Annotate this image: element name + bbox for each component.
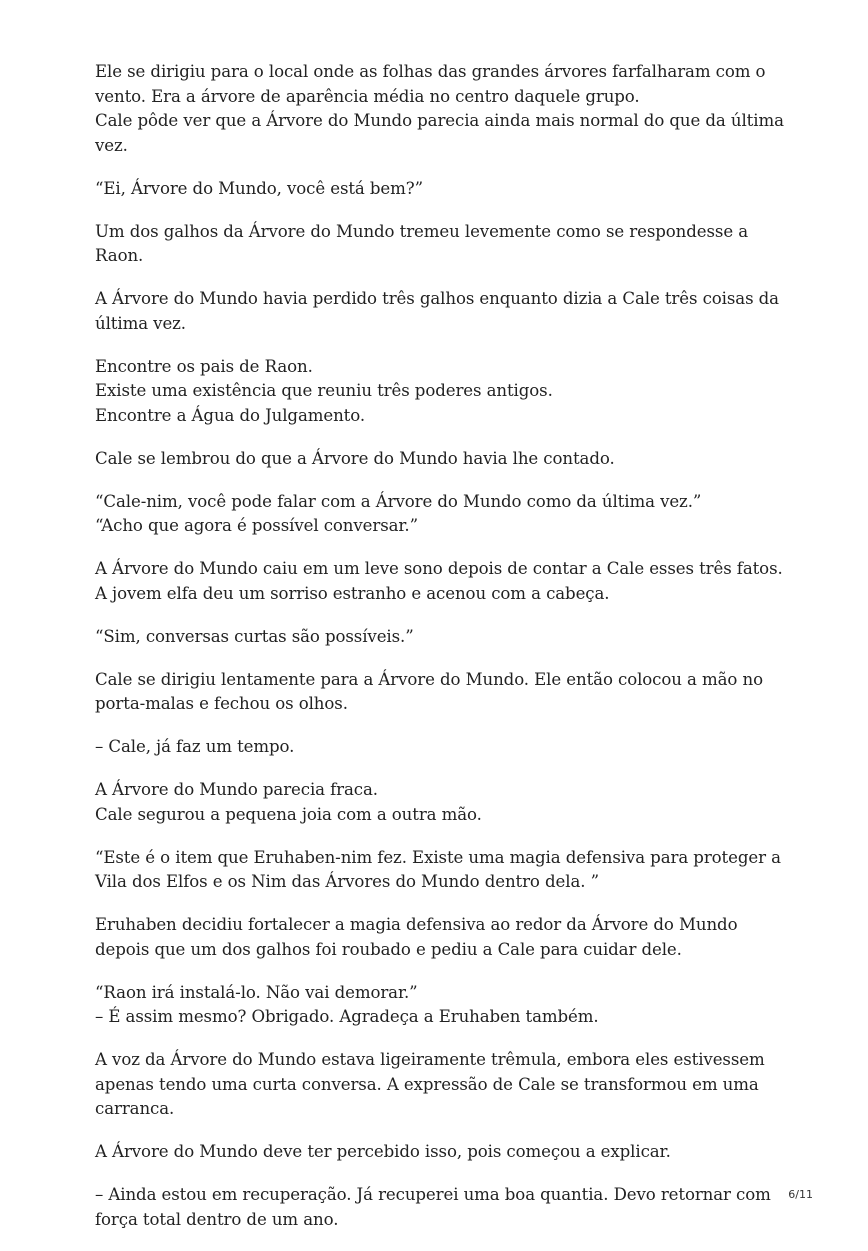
paragraph-11 (95, 735, 795, 760)
text-line: A Árvore do Mundo caiu em um leve sono depois de contar a Cale esses três fatos. A jovem elfa deu um sorriso estranho e acenou com a cabeça. (95, 559, 783, 603)
text-line: Encontre os pais de Raon. (95, 356, 313, 376)
paragraph-14 (95, 913, 795, 962)
paragraph-3 (95, 220, 795, 269)
paragraph-7 (95, 490, 795, 539)
paragraph-8 (95, 557, 795, 606)
text-line: – É assim mesmo? Obrigado. Agradeça a Eruhaben também. (95, 1007, 599, 1026)
text-line: “Sim, conversas curtas são possíveis.” (95, 626, 414, 646)
page-number: 6/11 (788, 1188, 813, 1201)
paragraph-16 (95, 1048, 795, 1122)
paragraph-18 (95, 1183, 795, 1232)
text-line: – Ainda estou em recuperação. Já recuperei uma boa quantia. Devo retornar com força total dentro de um ano. (95, 1185, 771, 1229)
paragraph-5 (95, 355, 795, 429)
paragraph-10 (95, 668, 795, 717)
text-line: Um dos galhos da Árvore do Mundo tremeu levemente como se respondesse a Raon. (95, 221, 749, 265)
text-line: Cale segurou a pequena joia com a outra mão. (95, 804, 482, 824)
text-line: Encontre a Água do Julgamento. (95, 405, 366, 425)
text-line: “Cale-nim, você pode falar com a Árvore do Mundo como da última vez.” (95, 491, 702, 511)
text-line: A Árvore do Mundo parecia fraca. (95, 780, 378, 799)
paragraph-17 (95, 1140, 795, 1165)
text-line: Cale pôde ver que a Árvore do Mundo parecia ainda mais normal do que da última vez. (95, 111, 784, 155)
text-line: “Raon irá instalá-lo. Não vai demorar.” (95, 982, 418, 1002)
text-line: A voz da Árvore do Mundo estava ligeiramente trêmula, embora eles estivessem apenas tendo uma curta conversa. A expressão de Cale se transformou em uma carranca. (95, 1050, 765, 1118)
text-line: A Árvore do Mundo havia perdido três galhos enquanto dizia a Cale três coisas da última vez. (95, 289, 779, 333)
text-line: – Cale, já faz um tempo. (95, 737, 295, 756)
text-line: “Ei, Árvore do Mundo, você está bem?” (95, 178, 423, 198)
text-line: Cale se lembrou do que a Árvore do Mundo havia lhe contado. (95, 448, 615, 468)
paragraph-9 (95, 625, 795, 650)
paragraph-6 (95, 447, 795, 472)
paragraph-12 (95, 778, 795, 827)
document-body (95, 60, 795, 1251)
text-line: Existe uma existência que reuniu três poderes antigos. (95, 381, 553, 400)
text-line: Ele se dirigiu para o local onde as folhas das grandes árvores farfalharam com o vento. Era a árvore de aparência média no centro daquele grupo. (95, 62, 766, 106)
text-line: “Acho que agora é possível conversar.” (95, 516, 418, 535)
text-line: Cale se dirigiu lentamente para a Árvore do Mundo. Ele então colocou a mão no porta-malas e fechou os olhos. (95, 669, 763, 713)
paragraph-15 (95, 981, 795, 1030)
paragraph-4 (95, 287, 795, 336)
text-line: A Árvore do Mundo deve ter percebido isso, pois começou a explicar. (95, 1142, 671, 1161)
text-line: “Este é o item que Eruhaben-nim fez. Existe uma magia defensiva para proteger a Vila dos Elfos e os Nim das Árvores do Mundo dentro dela. ” (95, 847, 781, 891)
paragraph-2 (95, 177, 795, 202)
paragraph-1 (95, 60, 795, 158)
paragraph-13 (95, 846, 795, 895)
text-line: Eruhaben decidiu fortalecer a magia defensiva ao redor da Árvore do Mundo depois que um dos galhos foi roubado e pediu a Cale para cuidar dele. (95, 915, 738, 959)
